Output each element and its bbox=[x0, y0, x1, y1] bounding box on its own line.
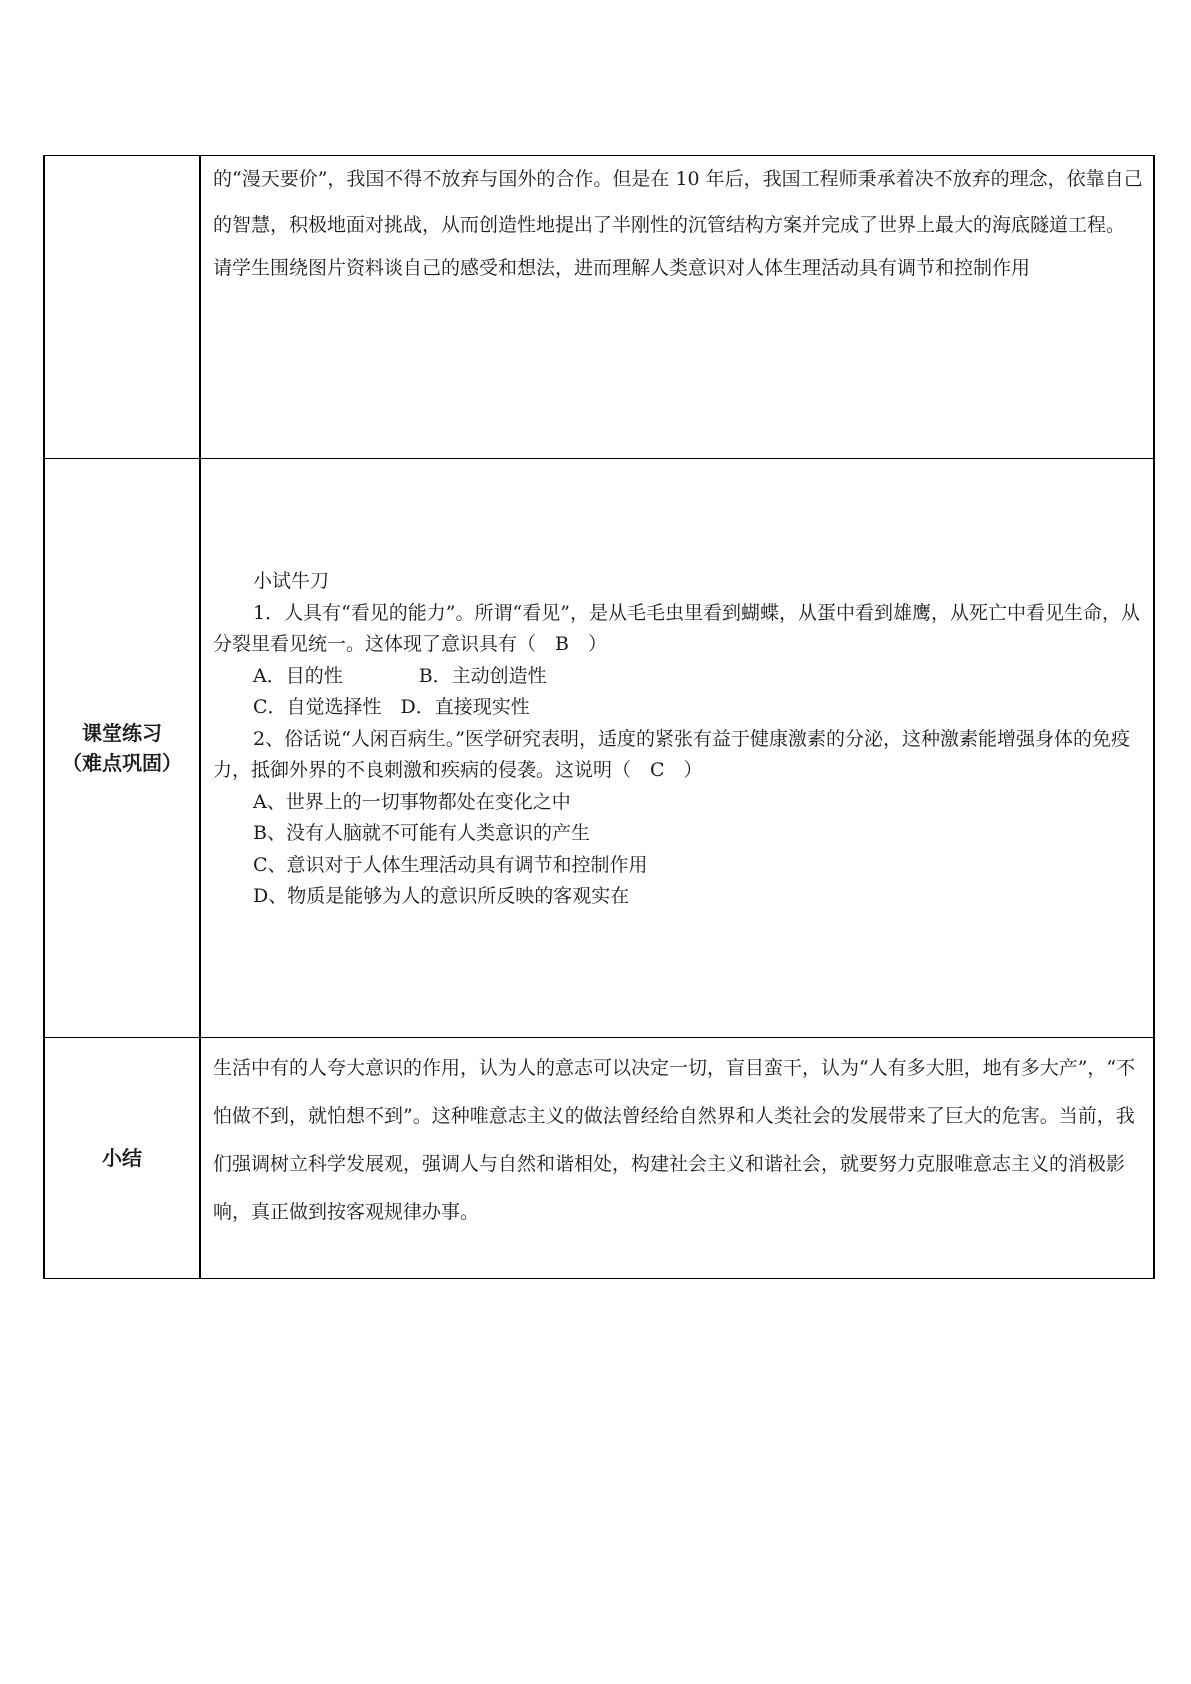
exercise-content-cell bbox=[200, 459, 1154, 1038]
activity-paragraph: 的“漫天要价”，我国不得不放弃与国外的合作。但是在 10 年后，我国工程师秉承着决不放弃的理念，依靠自己的智慧，积极地面对挑战，从而创造性地提出了半刚性的沉管结构方案并完成了世界上最大的海底隧道工程。 bbox=[213, 168, 1143, 236]
table-row bbox=[44, 1038, 1154, 1279]
question-1-options-c-d: C．自觉选择性 D．直接现实性 bbox=[253, 696, 530, 718]
summary-content-cell bbox=[200, 1038, 1154, 1279]
question-2: 2、俗话说“人闲百病生。”医学研究表明，适度的紧张有益于健康激素的分泌，这种激素能增强身体的免疫力，抵御外界的不良刺激和疾病的侵袭。这说明（ C ） bbox=[213, 727, 1131, 781]
table-row bbox=[44, 156, 1154, 459]
exercise-heading: 小试牛刀 bbox=[253, 570, 330, 592]
activity-content-cell bbox=[200, 156, 1154, 459]
question-2-option-a: A、世界上的一切事物都处在变化之中 bbox=[253, 790, 571, 813]
question-2-option-d: D、物质是能够为人的意识所反映的客观实在 bbox=[253, 885, 630, 907]
row-label-cell bbox=[44, 156, 200, 459]
question-1: 1．人具有“看见的能力”。所谓“看见”，是从毛毛虫里看到蝴蝶，从蛋中看到雄鹰，从死亡中看见生命，从分裂里看见统一。这体现了意识具有（ B ） bbox=[213, 601, 1140, 655]
label-difficulty-consolidation: （难点巩固） bbox=[62, 751, 182, 775]
row-label-cell bbox=[44, 459, 200, 1038]
table-row bbox=[44, 459, 1154, 1038]
label-summary: 小结 bbox=[102, 1146, 142, 1170]
question-1-options-a-b: A．目的性 B．主动创造性 bbox=[253, 664, 547, 687]
lesson-table bbox=[43, 155, 1155, 1279]
label-classroom-practice: 课堂练习 bbox=[82, 721, 162, 745]
question-2-option-c: C、意识对于人体生理活动具有调节和控制作用 bbox=[253, 853, 648, 876]
question-2-option-b: B、没有人脑就不可能有人类意识的产生 bbox=[253, 822, 590, 844]
summary-text: 生活中有的人夸大意识的作用，认为人的意志可以决定一切，盲目蛮干，认为“人有多大胆，地有多大产”，“不怕做不到，就怕想不到”。这种唯意志主义的做法曾经给自然界和人类社会的发展带来了巨大的危害。当前，我们强调树立科学发展观，强调人与自然和谐相处，构建社会主义和谐社会，就要努力克服唯意志主义的消极影响，真正做到按客观规律办事。 bbox=[213, 1057, 1136, 1223]
activity-instruction: 请学生围绕图片资料谈自己的感受和想法，进而理解人类意识对人体生理活动具有调节和控制作用 bbox=[213, 257, 1031, 279]
row-label-cell bbox=[44, 1038, 200, 1279]
